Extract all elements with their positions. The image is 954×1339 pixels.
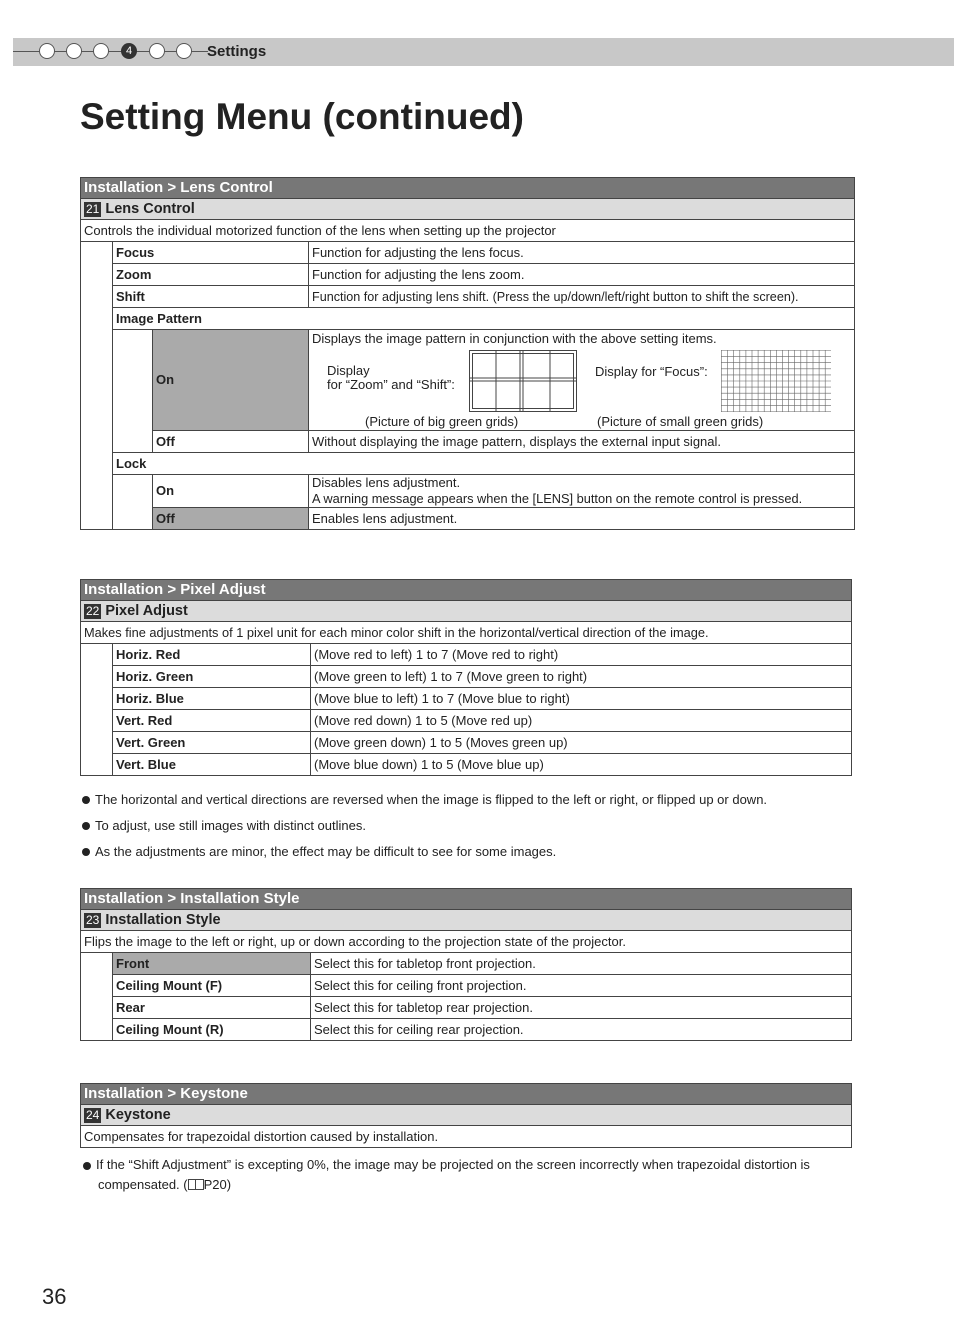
table-row-label: Vert. Green: [113, 732, 311, 754]
table-row-label: Vert. Red: [113, 710, 311, 732]
shift-label: Shift: [113, 286, 309, 308]
table-row-label: Ceiling Mount (F): [113, 975, 311, 997]
zoom-caption-line-1: Display: [327, 363, 370, 378]
table-row-text: (Move red down) 1 to 5 (Move red up): [311, 710, 852, 732]
pixel-sub-label: Pixel Adjust: [105, 603, 188, 619]
keystone-subheader: [81, 1105, 852, 1126]
style-sub-label: Installation Style: [105, 912, 221, 928]
keystone-note: [82, 1155, 882, 1195]
focus-label: Focus: [113, 242, 309, 264]
chapter-circle-2: [66, 43, 82, 59]
page-title: Setting Menu (continued): [80, 96, 524, 137]
installation-style-table: [80, 888, 852, 1041]
lock-on-label: On: [153, 475, 309, 508]
item-number: 22: [86, 604, 100, 618]
lock-off-text: Enables lens adjustment.: [309, 508, 855, 530]
image-pattern-label: Image Pattern: [113, 308, 855, 330]
indent-cell: [113, 475, 153, 530]
table-row-label: Horiz. Red: [113, 644, 311, 666]
zoom-caption-line-2: for “Zoom” and “Shift”:: [327, 377, 455, 392]
lock-on-cell: [309, 475, 855, 508]
bullet-icon: [83, 1162, 91, 1170]
table-row-text: (Move green to left) 1 to 7 (Move green to right): [311, 666, 852, 688]
chapter-circle-current: 4: [121, 43, 137, 59]
lens-header: Installation > Lens Control: [81, 178, 855, 199]
table-row-text: Select this for ceiling front projection.: [311, 975, 852, 997]
chapter-circle-1: [39, 43, 55, 59]
image-pattern-on-cell: [309, 330, 855, 431]
focus-text: Function for adjusting the lens focus.: [309, 242, 855, 264]
indent-cell: [81, 644, 113, 776]
table-row-label: Horiz. Blue: [113, 688, 311, 710]
lens-subheader: [81, 199, 855, 220]
keystone-note-line-1: If the “Shift Adjustment” is excepting 0%, the image may be projected on the screen incorrectly when trapezoidal distortion is: [96, 1157, 810, 1172]
note-item: To adjust, use still images with distinct outlines.: [80, 818, 767, 844]
page-reference[interactable]: P20): [203, 1177, 232, 1192]
table-row-label: Front: [113, 953, 311, 975]
zoom-text: Function for adjusting the lens zoom.: [309, 264, 855, 286]
small-grid-picture: [721, 350, 831, 412]
table-row-text: (Move red to left) 1 to 7 (Move red to right): [311, 644, 852, 666]
table-row-text: (Move blue to left) 1 to 7 (Move blue to right): [311, 688, 852, 710]
keystone-header: Installation > Keystone: [81, 1084, 852, 1105]
table-row-text: Select this for tabletop front projection.: [311, 953, 852, 975]
item-number: 21: [86, 202, 100, 216]
indent-cell: [81, 953, 113, 1041]
keystone-note-line-2: compensated. (: [98, 1177, 188, 1192]
book-icon: [188, 1179, 204, 1190]
pixel-notes: [80, 792, 767, 870]
zoom-shift-caption: [327, 364, 455, 392]
shift-text: Function for adjusting lens shift. (Press the up/down/left/right button to shift the screen).: [309, 286, 855, 308]
lock-label: Lock: [113, 453, 855, 475]
lock-on-text-1: Disables lens adjustment.: [312, 475, 461, 490]
image-pattern-on-label: On: [153, 330, 309, 431]
pixel-description: Makes fine adjustments of 1 pixel unit for each minor color shift in the horizontal/vertical direction of the image.: [81, 622, 852, 644]
lens-description: Controls the individual motorized function of the lens when setting up the projector: [81, 220, 855, 242]
pixel-header: Installation > Pixel Adjust: [81, 580, 852, 601]
table-row-text: (Move blue down) 1 to 5 (Move blue up): [311, 754, 852, 776]
style-header: Installation > Installation Style: [81, 889, 852, 910]
pixel-subheader: [81, 601, 852, 622]
table-row-text: Select this for ceiling rear projection.: [311, 1019, 852, 1041]
chapter-circle-5: [149, 43, 165, 59]
focus-caption: Display for “Focus”:: [595, 364, 708, 379]
chapter-circle-3: [93, 43, 109, 59]
style-subheader: [81, 910, 852, 931]
indent-cell: [81, 242, 113, 530]
small-grid-caption: (Picture of small green grids): [597, 414, 764, 429]
keystone-table: [80, 1083, 852, 1148]
table-row-label: Horiz. Green: [113, 666, 311, 688]
table-row-label: Vert. Blue: [113, 754, 311, 776]
page-number: 36: [42, 1284, 67, 1309]
note-item: As the adjustments are minor, the effect may be difficult to see for some images.: [80, 844, 767, 870]
table-row-text: (Move green down) 1 to 5 (Moves green up): [311, 732, 852, 754]
lens-control-table: [80, 177, 855, 530]
section-title: Settings: [207, 43, 267, 60]
chapter-circle-6: [176, 43, 192, 59]
item-number: 24: [86, 1108, 100, 1122]
image-pattern-off-label: Off: [153, 431, 309, 453]
style-description: Flips the image to the left or right, up or down according to the projection state of the projector.: [81, 931, 852, 953]
keystone-description: Compensates for trapezoidal distortion caused by installation.: [81, 1126, 852, 1148]
chapter-bar: [13, 38, 954, 66]
image-pattern-on-text: Displays the image pattern in conjunction with the above setting items.: [312, 331, 717, 346]
indent-cell: [113, 330, 153, 453]
table-row-label: Ceiling Mount (R): [113, 1019, 311, 1041]
item-number: 23: [86, 913, 100, 927]
big-grid-picture: [469, 350, 577, 412]
image-pattern-off-text: Without displaying the image pattern, displays the external input signal.: [309, 431, 855, 453]
pixel-adjust-table: [80, 579, 852, 776]
lock-off-label: Off: [153, 508, 309, 530]
big-grid-caption: (Picture of big green grids): [365, 414, 519, 429]
note-item: The horizontal and vertical directions are reversed when the image is flipped to the left or right, or flipped up or down.: [80, 792, 767, 818]
keystone-sub-label: Keystone: [105, 1107, 171, 1123]
lock-on-text-2: A warning message appears when the [LENS] button on the remote control is pressed.: [312, 491, 803, 506]
zoom-label: Zoom: [113, 264, 309, 286]
table-row-text: Select this for tabletop rear projection.: [311, 997, 852, 1019]
table-row-label: Rear: [113, 997, 311, 1019]
lens-sub-label: Lens Control: [105, 201, 195, 217]
